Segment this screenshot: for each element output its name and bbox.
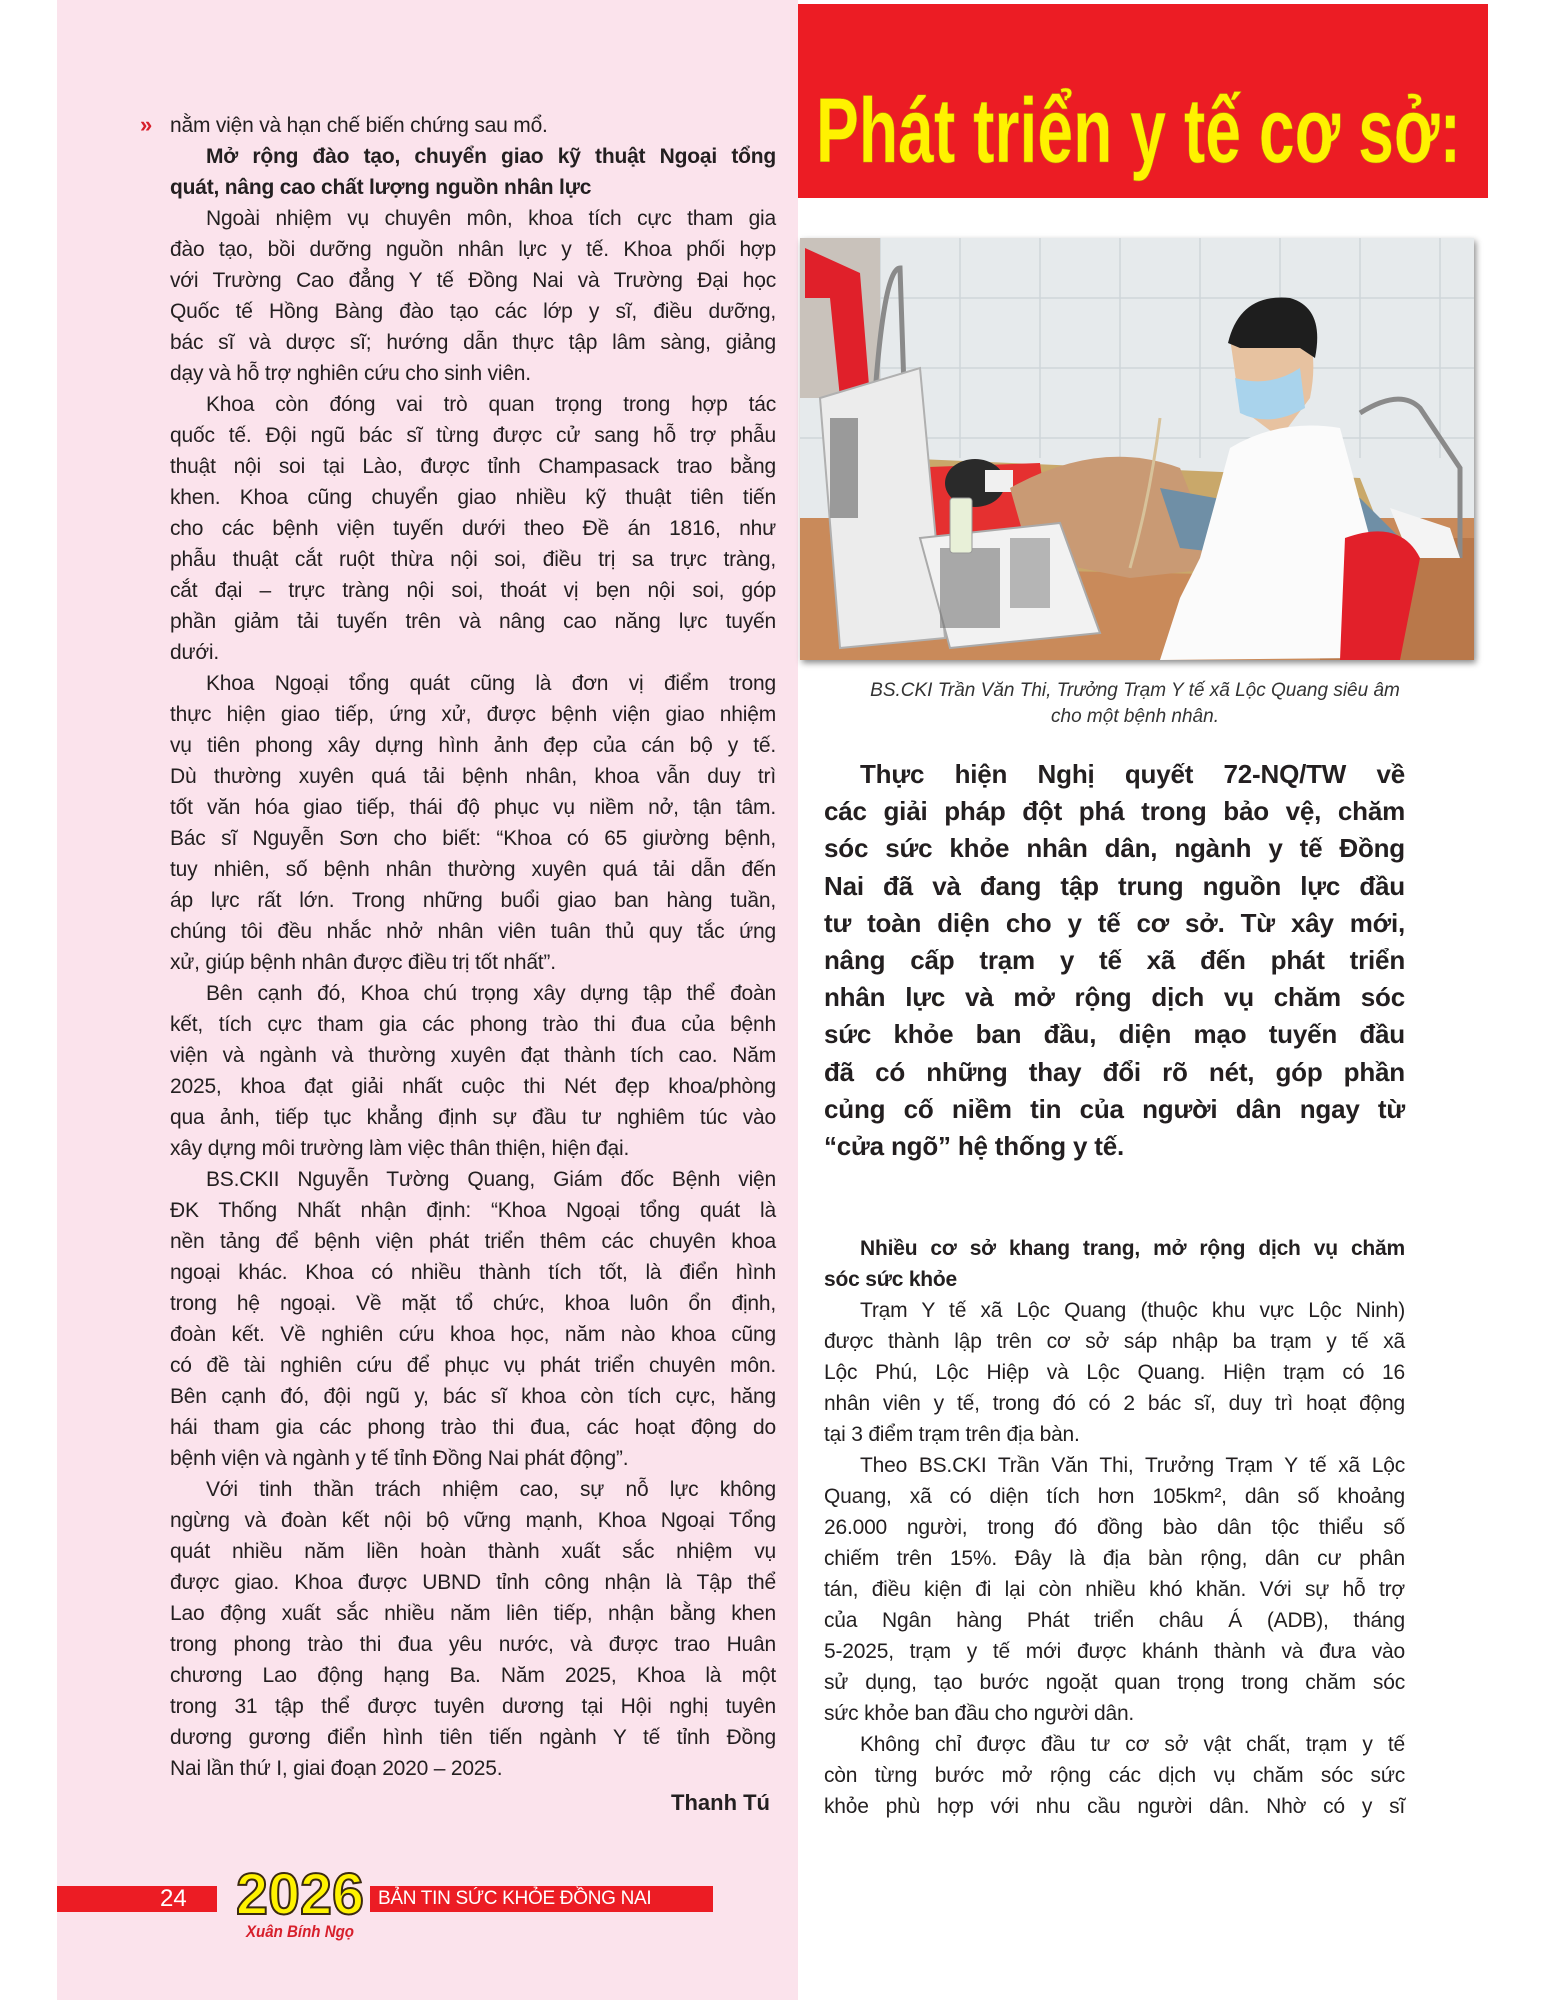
lead-line: Nai đã và đang tập trung nguồn lực đầu <box>824 870 1405 901</box>
paragraph-line: tại 3 điểm trạm trên địa bàn. <box>824 1423 1080 1446</box>
issue-logo <box>232 1862 368 1942</box>
paragraph-line: Bác sĩ Nguyễn Sơn cho biết: “Khoa có 65 giường bệnh, <box>170 827 776 850</box>
paragraph-line: sức khỏe ban đầu cho người dân. <box>824 1702 1135 1725</box>
paragraph-line: 5-2025, trạm y tế mới được khánh thành và đưa vào <box>824 1640 1405 1663</box>
paragraph-line: đoàn kết. Về nghiên cứu khoa học, năm nào khoa cũng <box>170 1323 776 1346</box>
paragraph-line: Không chỉ được đầu tư cơ sở vật chất, trạm y tế <box>860 1733 1405 1756</box>
article-lead <box>824 756 1405 1165</box>
article-photo <box>800 238 1474 660</box>
logo-subtitle: Xuân Bính Ngọ <box>245 1922 354 1941</box>
paragraph-line: vụ tiên phong xây dựng hình ảnh đẹp của cán bộ y tế. <box>170 734 776 757</box>
paragraph-line: 26.000 người, trong đó đồng bào dân tộc thiểu số <box>824 1516 1405 1539</box>
photo-caption <box>815 678 1455 730</box>
author-byline: Thanh Tú <box>671 1790 770 1815</box>
paragraph-line: quốc tế. Đội ngũ bác sĩ từng được cử sang hỗ trợ phẫu <box>170 424 776 447</box>
lead-line: củng cố niềm tin của người dân ngay từ <box>824 1093 1405 1124</box>
paragraph-line: Quốc tế Hồng Bàng đào tạo các lớp y sĩ, điều dưỡng, <box>170 300 776 323</box>
lead-line: sóc sức khỏe nhân dân, ngành y tế Đồng <box>824 833 1405 864</box>
paragraph-line: Dù thường xuyên quá tải bệnh nhân, khoa vẫn duy trì <box>170 765 776 788</box>
paragraph-line: chương Lao động hạng Ba. Năm 2025, Khoa là một <box>170 1664 776 1687</box>
paragraph-line: trong hệ ngoại. Về mặt tổ chức, khoa luôn ổn định, <box>170 1292 776 1315</box>
paragraph-line: dương gương điển hình tiên tiến ngành Y tế tỉnh Đồng <box>170 1726 776 1749</box>
paragraph-line: xử, giúp bệnh nhân được điều trị tốt nhất”. <box>170 951 556 974</box>
lead-line: “cửa ngõ” hệ thống y tế. <box>824 1131 1125 1162</box>
lead-line: Thực hiện Nghị quyết 72-NQ/TW về <box>860 759 1405 789</box>
paragraph-line: trong phong trào thi đua yêu nước, và được trao Huân <box>170 1633 776 1656</box>
paragraph-line: còn từng bước mở rộng các dịch vụ chăm sóc sức <box>824 1764 1405 1787</box>
paragraph-line: 2025, khoa đạt giải nhất cuộc thi Nét đẹp khoa/phòng <box>170 1075 776 1098</box>
paragraph-line: Bên cạnh đó, đội ngũ y, bác sĩ khoa còn tích cực, hăng <box>170 1385 776 1408</box>
lead-line: đã có những thay đổi rõ nét, góp phần <box>824 1056 1405 1087</box>
paragraph-line: dưới. <box>170 641 220 664</box>
article-title-banner <box>798 4 1488 198</box>
paragraph-line: với Trường Cao đẳng Y tế Đồng Nai và Trường Đại học <box>170 269 776 292</box>
paragraph-line: áp lực rất lớn. Trong những buổi giao ban hàng tuần, <box>170 889 776 912</box>
paragraph-line: kết, tích cực tham gia các phong trào thi đua của bệnh <box>170 1013 776 1036</box>
lead-line: tư toàn diện cho y tế cơ sở. Từ xây mới, <box>824 907 1405 938</box>
paragraph-line: chiếm trên 15%. Đây là địa bàn rộng, dân cư phân <box>824 1547 1405 1570</box>
paragraph-line: phần giảm tải tuyến trên và nâng cao năng lực tuyến <box>170 610 776 633</box>
continuation-marker-icon: » <box>140 112 153 137</box>
paragraph-line: xây dựng môi trường làm việc thân thiện, hiện đại. <box>170 1137 630 1160</box>
article-body <box>824 1233 1405 1822</box>
paragraph-line: có đề tài nghiên cứu để phục vụ phát triển chuyên môn. <box>170 1354 776 1377</box>
paragraph-line: Bên cạnh đó, Khoa chú trọng xây dựng tập thể đoàn <box>206 982 776 1005</box>
paragraph-line: Theo BS.CKI Trần Văn Thi, Trưởng Trạm Y tế xã Lộc <box>860 1454 1405 1477</box>
paragraph-line: hái tham gia các phong trào thi đua, các hoạt động do <box>170 1416 776 1439</box>
paragraph-line: Khoa còn đóng vai trò quan trọng trong hợp tác <box>206 393 776 416</box>
paragraph-line: tán, điều kiện đi lại còn nhiều khó khăn. Với sự hỗ trợ <box>824 1578 1405 1601</box>
paragraph-line: ĐK Thống Nhất nhận định: “Khoa Ngoại tổng quát là <box>170 1199 776 1222</box>
paragraph-line: Lao động xuất sắc nhiều năm liên tiếp, nhận bằng khen <box>170 1602 776 1625</box>
publication-name: BẢN TIN SỨC KHỎE ĐỒNG NAI <box>378 1888 652 1909</box>
paragraph-line: BS.CKII Nguyễn Tường Quang, Giám đốc Bệnh viện <box>206 1168 776 1191</box>
article-title-text: Phát triển y tế cơ sở: <box>816 80 1461 182</box>
paragraph-line: phẫu thuật cắt ruột thừa nội soi, điều trị sa trực tràng, <box>170 548 776 571</box>
caption-line: BS.CKI Trần Văn Thi, Trưởng Trạm Y tế xã Lộc Quang siêu âm <box>870 680 1400 701</box>
paragraph-line: qua ảnh, tiếp tục khẳng định sự đầu tư nghiêm túc vào <box>170 1106 776 1129</box>
paragraph-line: viện và ngành và thường xuyên đạt thành tích cao. Năm <box>170 1044 776 1067</box>
paragraph-line: cắt đại – trực tràng nội soi, thoát vị bẹn nội soi, góp <box>170 579 776 602</box>
ultrasound-exam-photo <box>800 238 1474 660</box>
paragraph-line: của Ngân hàng Phát triển châu Á (ADB), tháng <box>824 1609 1405 1632</box>
logo-year: 2026 <box>236 1862 364 1927</box>
paragraph-line: thuật nội soi tại Lào, được tỉnh Champasack trao bằng <box>170 455 776 478</box>
paragraph-line: dạy và hỗ trợ nghiên cứu cho sinh viên. <box>170 362 531 385</box>
paragraph-line: Lộc Phú, Lộc Hiệp và Lộc Quang. Hiện trạm có 16 <box>824 1361 1405 1384</box>
paragraph-line: nền tảng để bệnh viện phát triển thêm các chuyên khoa <box>170 1230 776 1253</box>
paragraph-line: nhân viên y tế, trong đó có 2 bác sĩ, duy trì hoạt động <box>824 1392 1405 1415</box>
section-heading-line: sóc sức khỏe <box>824 1268 958 1291</box>
paragraph-line: sử dụng, tạo bước ngoặt quan trọng trong chăm sóc <box>824 1671 1405 1694</box>
paragraph-line: bệnh viện và ngành y tế tỉnh Đồng Nai phát động”. <box>170 1447 629 1470</box>
caption-line: cho một bệnh nhân. <box>1051 706 1219 727</box>
paragraph-line: Khoa Ngoại tổng quát cũng là đơn vị điểm trong <box>206 672 776 695</box>
article-title <box>798 4 1488 198</box>
paragraph-line: tuy nhiên, số bệnh nhân thường xuyên quá tải dẫn đến <box>170 858 776 881</box>
section-heading-line: Mở rộng đào tạo, chuyển giao kỹ thuật Ngoại tổng <box>206 145 776 168</box>
paragraph-line: thực hiện giao tiếp, ứng xử, được bệnh viện giao nhiệm <box>170 703 776 726</box>
paragraph-line: quát nhiều năm liền hoàn thành xuất sắc nhiệm vụ <box>170 1540 776 1563</box>
paragraph-line: nằm viện và hạn chế biến chứng sau mổ. <box>170 114 548 137</box>
paragraph-line: Trạm Y tế xã Lộc Quang (thuộc khu vực Lộc Ninh) <box>860 1299 1405 1322</box>
paragraph-line: Quang, xã có diện tích hơn 105km², dân số khoảng <box>824 1485 1405 1508</box>
paragraph-line: Nai lần thứ I, giai đoạn 2020 – 2025. <box>170 1757 503 1780</box>
section-heading-line: quát, nâng cao chất lượng nguồn nhân lực <box>170 176 592 199</box>
paragraph-line: trong 31 tập thể được tuyên dương tại Hội nghị tuyên <box>170 1695 776 1718</box>
lead-line: sức khỏe ban đầu, diện mạo tuyến đầu <box>824 1019 1405 1050</box>
paragraph-line: cho các bệnh viện tuyến dưới theo Đề án 1816, như <box>170 517 776 540</box>
paragraph-line: Với tinh thần trách nhiệm cao, sự nỗ lực không <box>206 1478 776 1501</box>
paragraph-line: Ngoài nhiệm vụ chuyên môn, khoa tích cực tham gia <box>206 207 776 230</box>
paragraph-line: khen. Khoa cũng chuyển giao nhiều kỹ thuật tiên tiến <box>170 486 776 509</box>
left-column-text <box>170 110 776 1784</box>
page-number: 24 <box>160 1885 187 1912</box>
paragraph-line: bác sĩ và dược sĩ; hướng dẫn thực tập lâm sàng, giảng <box>170 331 776 354</box>
paragraph-line: được giao. Khoa được UBND tỉnh công nhận là Tập thể <box>170 1571 776 1594</box>
lead-line: nâng cấp trạm y tế xã đến phát triển <box>824 945 1405 976</box>
paragraph-line: được thành lập trên cơ sở sáp nhập ba trạm y tế xã <box>824 1330 1405 1353</box>
lead-line: nhân lực và mở rộng dịch vụ chăm sóc <box>824 982 1405 1013</box>
paragraph-line: ngừng và đoàn kết nội bộ vững mạnh, Khoa Ngoại Tổng <box>170 1509 776 1532</box>
lead-line: các giải pháp đột phá trong bảo vệ, chăm <box>824 796 1405 827</box>
paragraph-line: ngoại khác. Khoa có nhiều thành tích tốt, là điển hình <box>170 1261 776 1284</box>
paragraph-line: tốt văn hóa giao tiếp, thái độ phục vụ niềm nở, tận tâm. <box>170 796 776 819</box>
paragraph-line: khỏe phù hợp với nhu cầu người dân. Nhờ có y sĩ <box>824 1795 1405 1818</box>
section-heading-line: Nhiều cơ sở khang trang, mở rộng dịch vụ chăm <box>860 1237 1405 1260</box>
year-2026-logo-icon <box>232 1862 368 1942</box>
paragraph-line: chúng tôi đều nhắc nhở nhân viên tuân thủ quy tắc ứng <box>170 920 776 943</box>
paragraph-line: đào tạo, bồi dưỡng nguồn nhân lực y tế. Khoa phối hợp <box>170 238 776 261</box>
